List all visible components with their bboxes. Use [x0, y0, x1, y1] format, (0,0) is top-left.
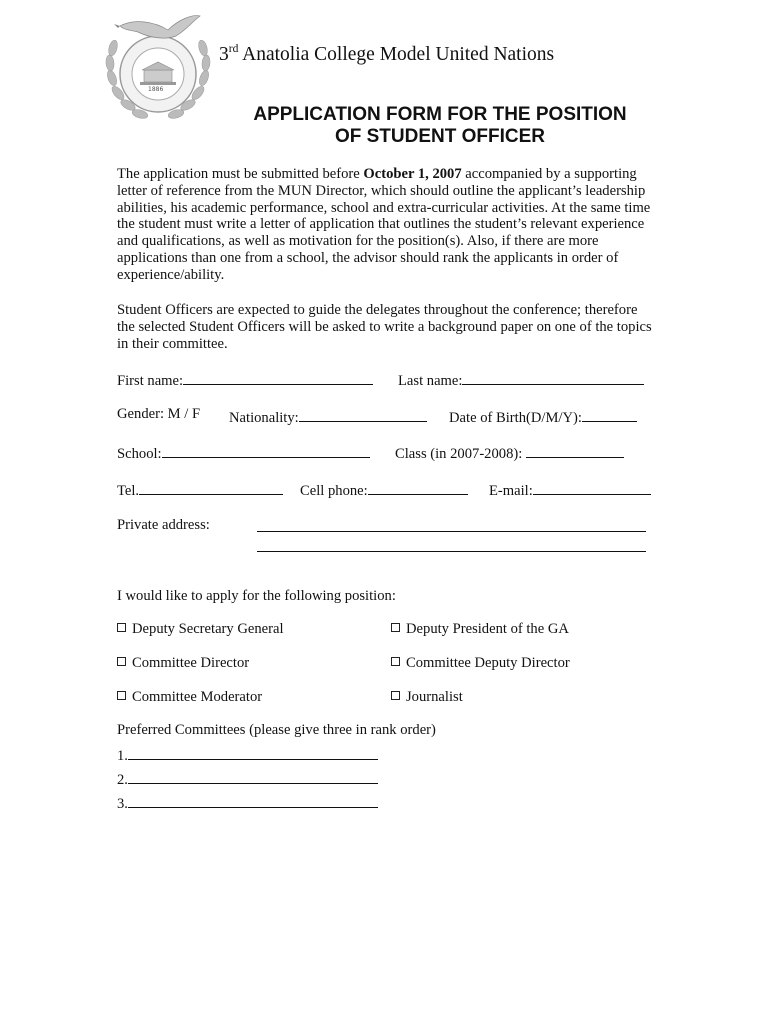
position-prompt: I would like to apply for the following position: — [117, 588, 396, 604]
nationality-label: Nationality: — [229, 410, 299, 426]
committee-number: 3. — [117, 796, 128, 812]
form-title-line1: APPLICATION FORM FOR THE POSITION — [253, 104, 627, 125]
option-deputy-secretary-general[interactable] — [117, 621, 284, 638]
class-label: Class (in 2007-2008): — [395, 446, 526, 462]
option-committee-moderator[interactable] — [117, 689, 262, 706]
checkbox-icon[interactable] — [391, 691, 400, 700]
checkbox-icon[interactable] — [117, 691, 126, 700]
checkbox-icon[interactable] — [117, 657, 126, 666]
checkbox-icon[interactable] — [391, 623, 400, 632]
option-committee-director[interactable] — [117, 655, 249, 672]
school-label: School: — [117, 446, 162, 462]
form-title-line2: OF STUDENT OFFICER — [334, 126, 546, 147]
option-label: Journalist — [406, 689, 463, 705]
class-field[interactable] — [395, 444, 624, 463]
heading-title: Anatolia College Model United Nations — [242, 44, 555, 65]
last-name-field[interactable] — [398, 371, 644, 390]
tel-field[interactable] — [117, 481, 283, 500]
last-name-label: Last name: — [398, 373, 463, 389]
intro-text-rest: accompanied by a supporting letter of reference from the MUN Director, which should outline the applicant’s leadership abilities, his academic performance, school and extra-curricular activities. At the same time the student must write a letter of application that outlines the student’s relevant experience and qualifications, as well as motivation for the position(s). Also, if there are more applications than one from a school, the advisor should rank the applicants in order of experience/ability. — [117, 166, 651, 283]
committee-number: 2. — [117, 772, 128, 788]
heading-ordinal-suffix: rd — [228, 43, 239, 55]
intro-paragraph — [117, 166, 657, 284]
first-name-field[interactable] — [117, 371, 373, 390]
committee-number: 1. — [117, 748, 128, 764]
first-name-label: First name: — [117, 373, 184, 389]
committees-prompt: Preferred Committees (please give three in rank order) — [117, 722, 436, 738]
address-line-2[interactable] — [257, 551, 646, 552]
cell-phone-field[interactable] — [300, 481, 468, 500]
form-title — [230, 104, 650, 148]
address-line-1[interactable] — [257, 531, 646, 532]
email-label: E-mail: — [489, 483, 533, 499]
checkbox-icon[interactable] — [391, 657, 400, 666]
address-label: Private address: — [117, 517, 210, 533]
dob-label: Date of Birth(D/M/Y): — [449, 410, 582, 426]
dob-field[interactable] — [449, 408, 637, 427]
cell-phone-label: Cell phone: — [300, 483, 368, 499]
college-logo — [100, 8, 218, 126]
heading-ordinal: 3 — [219, 44, 229, 65]
page-heading — [219, 44, 554, 66]
deadline-date: October 1, 2007 — [363, 166, 462, 182]
option-deputy-president-ga[interactable] — [391, 621, 569, 638]
option-label: Committee Moderator — [132, 689, 263, 705]
option-journalist[interactable] — [391, 689, 463, 706]
tel-label: Tel. — [117, 483, 140, 499]
logo-year: 1886 — [148, 86, 164, 93]
option-label: Deputy Secretary General — [132, 621, 284, 637]
dove-wreath-seal-icon — [100, 8, 218, 126]
committee-choice-2[interactable] — [117, 770, 378, 789]
option-committee-deputy-director[interactable] — [391, 655, 570, 672]
option-label: Deputy President of the GA — [406, 621, 569, 637]
committee-choice-1[interactable] — [117, 746, 378, 765]
committee-choice-3[interactable] — [117, 794, 378, 813]
option-label: Committee Director — [132, 655, 250, 671]
nationality-field[interactable] — [229, 408, 427, 427]
option-label: Committee Deputy Director — [406, 655, 570, 671]
intro-text-start: The application must be submitted before — [117, 166, 364, 182]
email-field[interactable] — [489, 481, 651, 500]
school-field[interactable] — [117, 444, 370, 463]
officer-paragraph: Student Officers are expected to guide the delegates throughout the conference; therefore the selected Student Officers will be asked to write a background paper on one of the topics in their committee. — [117, 302, 652, 352]
checkbox-icon[interactable] — [117, 623, 126, 632]
gender-field[interactable]: Gender: M / F — [117, 406, 201, 422]
